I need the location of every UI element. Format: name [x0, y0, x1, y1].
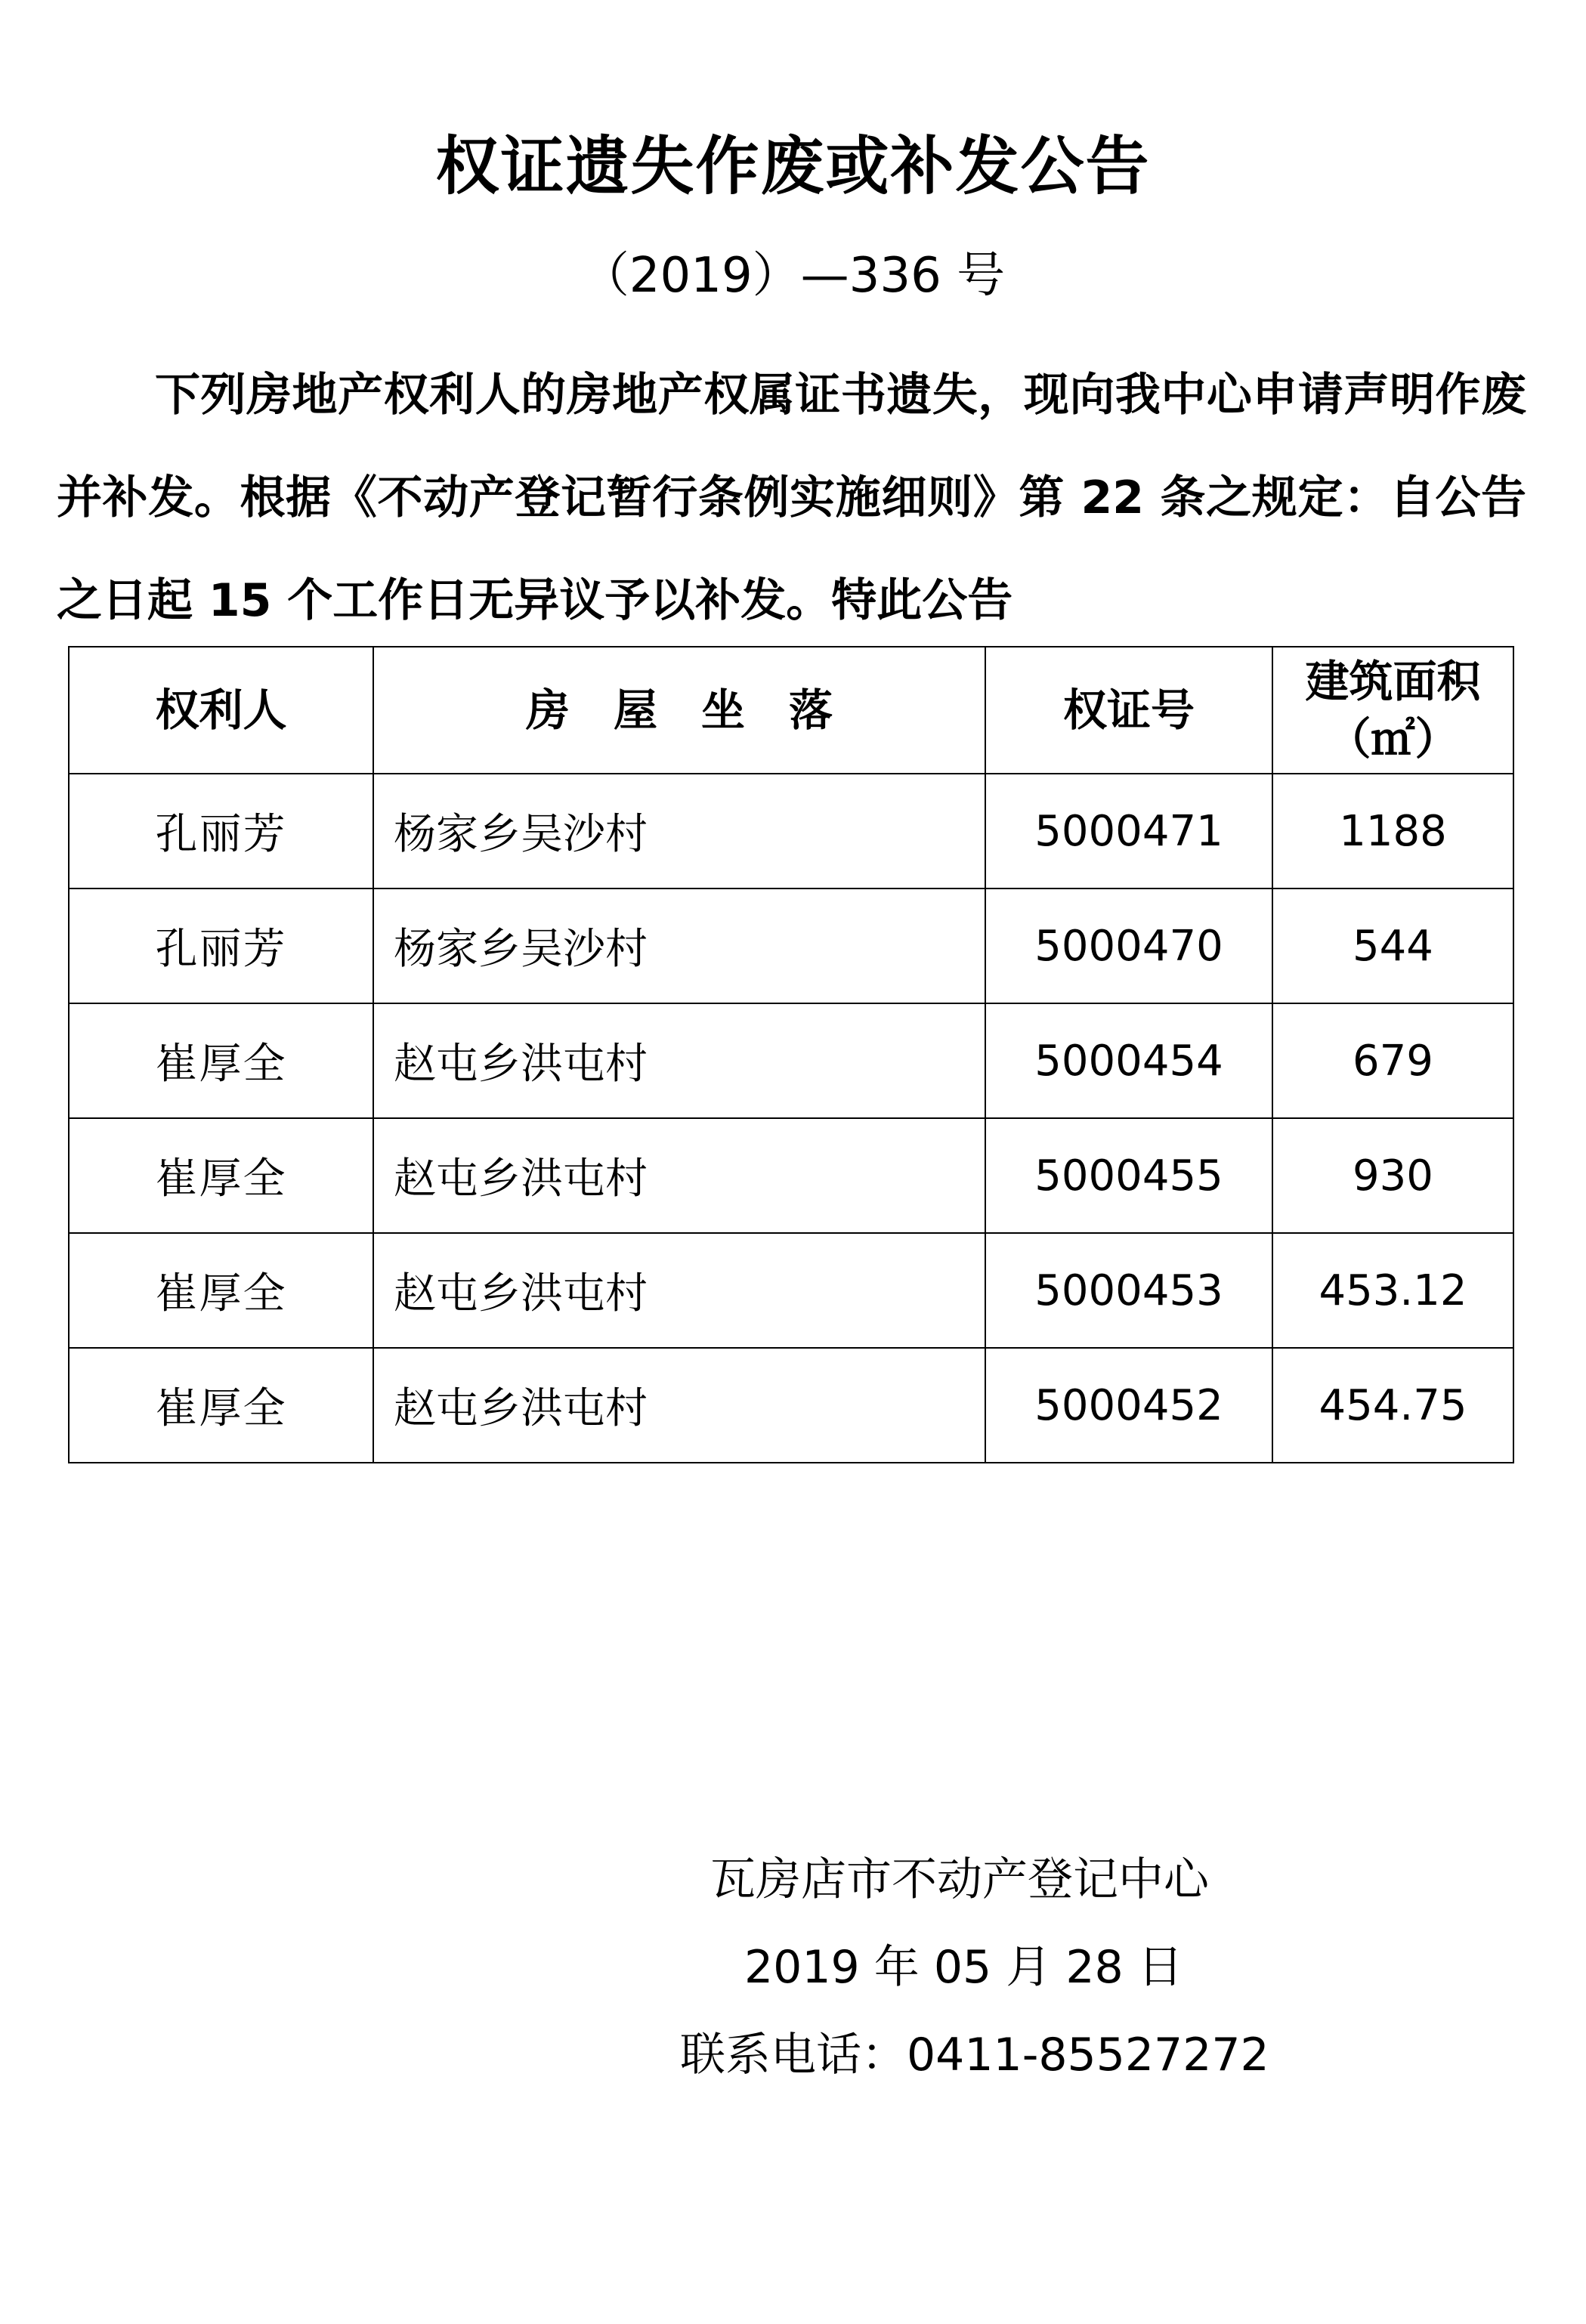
cell-holder: 孔丽芳	[69, 774, 373, 888]
cell-location: 赵屯乡洪屯村	[373, 1118, 985, 1233]
table-row	[69, 1348, 1513, 1463]
header-holder: 权利人	[69, 647, 373, 774]
cell-cert-no: 5000470	[985, 888, 1272, 1003]
header-location: 房 屋 坐 落	[373, 647, 985, 774]
cell-cert-no: 5000455	[985, 1118, 1272, 1233]
cell-cert-no: 5000453	[985, 1233, 1272, 1348]
cell-holder: 崔厚全	[69, 1233, 373, 1348]
notice-number: （2019）—336 号	[580, 248, 1006, 304]
lost-certificate-table	[68, 646, 1514, 1463]
cell-cert-no: 5000452	[985, 1348, 1272, 1463]
cell-holder: 崔厚全	[69, 1003, 373, 1118]
issuing-organization: 瓦房店市不动产登记中心	[710, 1853, 1209, 1906]
cell-area: 930	[1272, 1118, 1513, 1233]
cell-area: 453.12	[1272, 1233, 1513, 1348]
header-area-unit: （㎡）	[1327, 713, 1459, 765]
issue-date: 2019 年 05 月 28 日	[744, 1941, 1183, 1994]
table-row	[69, 774, 1513, 888]
cell-location: 杨家乡吴沙村	[373, 774, 985, 888]
cell-holder: 崔厚全	[69, 1348, 373, 1463]
table-row	[69, 888, 1513, 1003]
cell-cert-no: 5000454	[985, 1003, 1272, 1118]
cell-area: 679	[1272, 1003, 1513, 1118]
header-area	[1272, 647, 1513, 774]
table-row	[69, 1233, 1513, 1348]
contact-phone: 联系电话：0411-85527272	[680, 2029, 1269, 2081]
cell-location: 赵屯乡洪屯村	[373, 1233, 985, 1348]
cell-location: 杨家乡吴沙村	[373, 888, 985, 1003]
cell-area: 1188	[1272, 774, 1513, 888]
header-area-label: 建筑面积	[1305, 656, 1481, 707]
cell-area: 544	[1272, 888, 1513, 1003]
table-row	[69, 1118, 1513, 1233]
cell-holder: 崔厚全	[69, 1118, 373, 1233]
table-header-row	[69, 647, 1513, 774]
notice-title: 权证遗失作废或补发公告	[435, 129, 1151, 203]
cell-location: 赵屯乡洪屯村	[373, 1348, 985, 1463]
signature-block	[665, 1836, 1345, 2099]
cell-location: 赵屯乡洪屯村	[373, 1003, 985, 1118]
cell-cert-no: 5000471	[985, 774, 1272, 888]
header-cert-no: 权证号	[985, 647, 1272, 774]
table-row	[69, 1003, 1513, 1118]
cell-area: 454.75	[1272, 1348, 1513, 1463]
notice-body: 下列房地产权利人的房地产权属证书遗失，现向我中心申请声明作废并补发。根据《不动产登记暂行条例实施细则》第 22 条之规定：自公告之日起 15 个工作日无异议予以补发。特此公告	[57, 369, 1526, 627]
cell-holder: 孔丽芳	[69, 888, 373, 1003]
